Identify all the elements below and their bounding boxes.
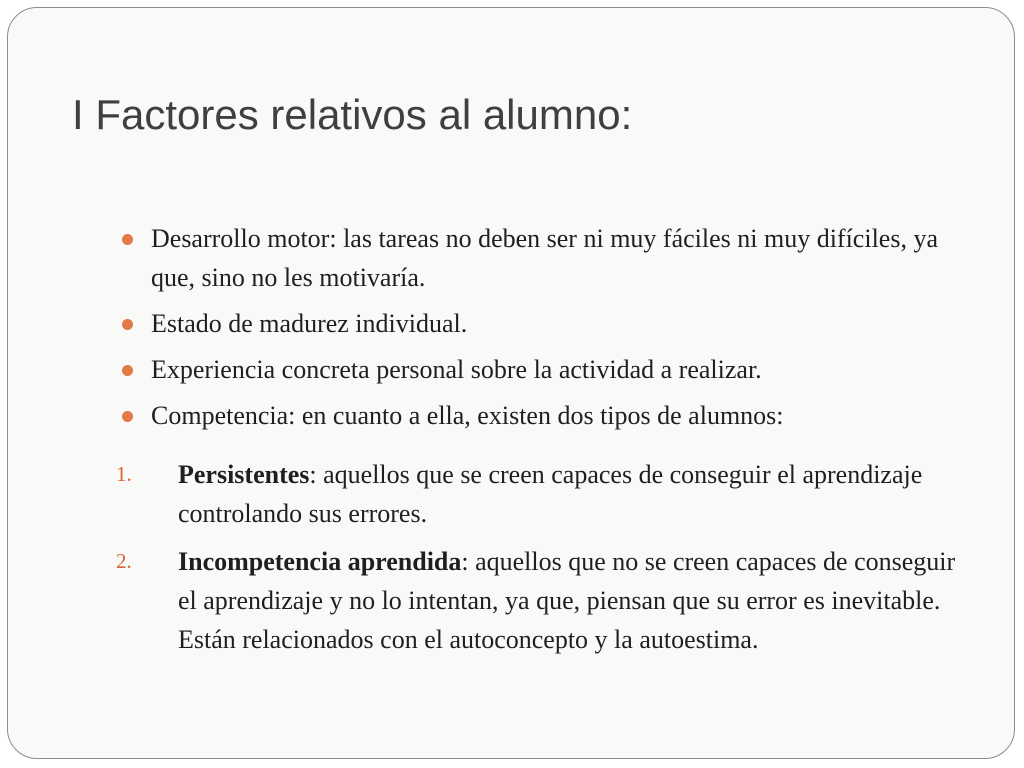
numbered-item (116, 542, 956, 659)
bullet-icon (122, 319, 133, 330)
term-label: Persistentes (178, 460, 310, 489)
list-number: 2. (116, 549, 132, 573)
bullet-item (120, 304, 940, 343)
bullet-item (120, 396, 940, 435)
bullet-icon (122, 411, 133, 422)
list-number: 1. (116, 462, 132, 486)
term-label: Incompetencia aprendida (178, 547, 462, 576)
bullet-text: Desarrollo motor: las tareas no deben ser ni muy fáciles ni muy difíciles, ya que, sino no les motivaría. (151, 224, 938, 292)
slide-frame (7, 7, 1015, 759)
bullet-icon (122, 365, 133, 376)
bullet-text: Competencia: en cuanto a ella, existen dos tipos de alumnos: (151, 401, 784, 430)
slide-title: I Factores relativos al alumno: (72, 91, 633, 138)
term-definition: : aquellos que no se creen capaces de conseguir el aprendizaje y no lo intentan, ya que, piensan que su error es inevitable. Están relacionados con el autoconcepto y la autoestima. (178, 547, 956, 654)
numbered-list (116, 455, 956, 668)
bullet-text: Experiencia concreta personal sobre la actividad a realizar. (151, 355, 762, 384)
term-definition: : aquellos que se creen capaces de conseguir el aprendizaje controlando sus errores. (178, 460, 923, 528)
bullet-item (120, 350, 940, 389)
bullet-item (120, 219, 940, 297)
numbered-item (116, 455, 956, 533)
bullet-text: Estado de madurez individual. (151, 309, 468, 338)
bullet-list (120, 219, 940, 442)
bullet-icon (122, 234, 133, 245)
